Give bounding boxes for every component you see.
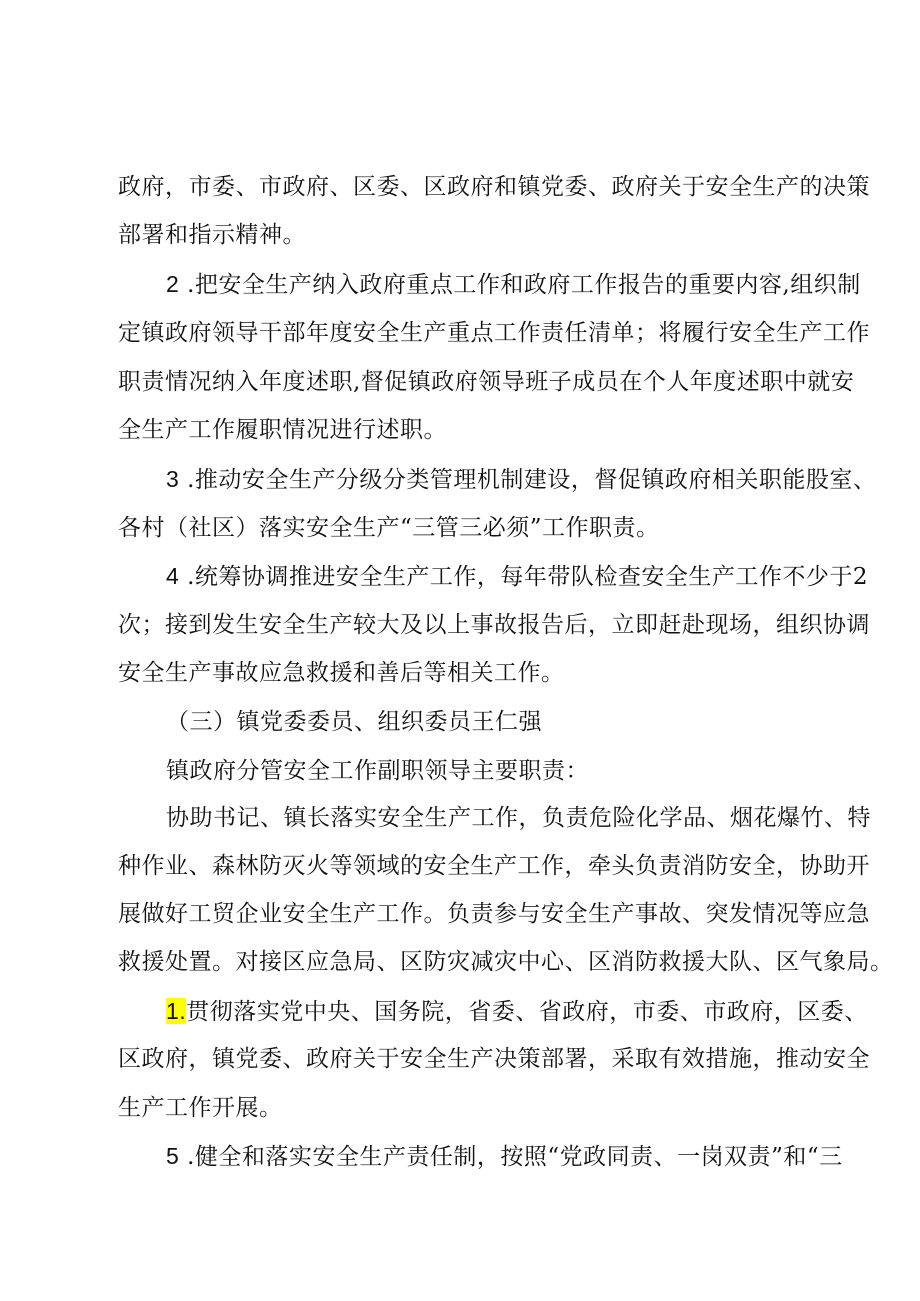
- text-line: .统筹协调推进安全生产工作，每年带队检查安全生产工作不少于2: [179, 564, 869, 590]
- text-line: 政府，市委、市政府、区委、区政府和镇党委、政府关于安全生产的决策: [118, 174, 870, 200]
- list-number: 5: [166, 1143, 180, 1169]
- highlighted-list-number: 1.: [166, 998, 187, 1024]
- text-line: 安全生产事故应急救援和善后等相关工作。: [118, 660, 565, 686]
- text-line: .把安全生产纳入政府重点工作和政府工作报告的重要内容,组织制: [179, 272, 861, 298]
- text-line: 定镇政府领导干部年度安全生产重点工作责任清单；将履行安全生产工作: [118, 320, 870, 346]
- list-item-5: [166, 1141, 843, 1172]
- list-number: 4: [166, 563, 180, 589]
- text-line: 生产工作开展。: [118, 1095, 283, 1121]
- text-line: 展做好工贸企业安全生产工作。负责参与安全生产事故、突发情况等应急: [118, 901, 870, 927]
- text-line: 全生产工作履职情况进行述职。: [118, 417, 447, 443]
- list-item-3: [166, 464, 876, 495]
- text-line: .推动安全生产分级分类管理机制建设，督促镇政府相关职能股室、: [179, 467, 877, 493]
- list-item-2: [166, 269, 861, 300]
- text-line: 协助书记、镇长落实安全生产工作，负责危险化学品、烟花爆竹、特: [166, 805, 871, 831]
- list-number: 2: [166, 271, 180, 297]
- text-line: 区政府，镇党委、政府关于安全生产决策部署，采取有效措施，推动安全: [118, 1046, 870, 1072]
- list-number: 3: [166, 466, 180, 492]
- text-line: 各村（社区）落实安全生产“三管三必须”工作职责。: [118, 515, 660, 541]
- section-heading: （三）镇党委委员、组织委员王仁强: [166, 709, 542, 735]
- list-item-1: [166, 996, 868, 1027]
- text-line: 救援处置。对接区应急局、区防灾减灾中心、区消防救援大队、区气象局。: [118, 949, 894, 975]
- text-line: 职责情况纳入年度述职,督促镇政府领导班子成员在个人年度述职中就安: [118, 369, 855, 395]
- text-line: 次；接到发生安全生产较大及以上事故报告后，立即赶赴现场，组织协调: [118, 612, 870, 638]
- list-item-4: [166, 561, 868, 592]
- text-line: 部署和指示精神。: [118, 222, 306, 248]
- text-line: .健全和落实安全生产责任制，按照“党政同责、一岗双责”和“三: [179, 1144, 843, 1170]
- text-line: 种作业、森林防灭火等领域的安全生产工作，牵头负责消防安全，协助开: [118, 853, 870, 879]
- text-line: 贯彻落实党中央、国务院，省委、省政府，市委、市政府，区委、: [186, 999, 868, 1025]
- section-subheading: 镇政府分管安全工作副职领导主要职责：: [166, 758, 589, 784]
